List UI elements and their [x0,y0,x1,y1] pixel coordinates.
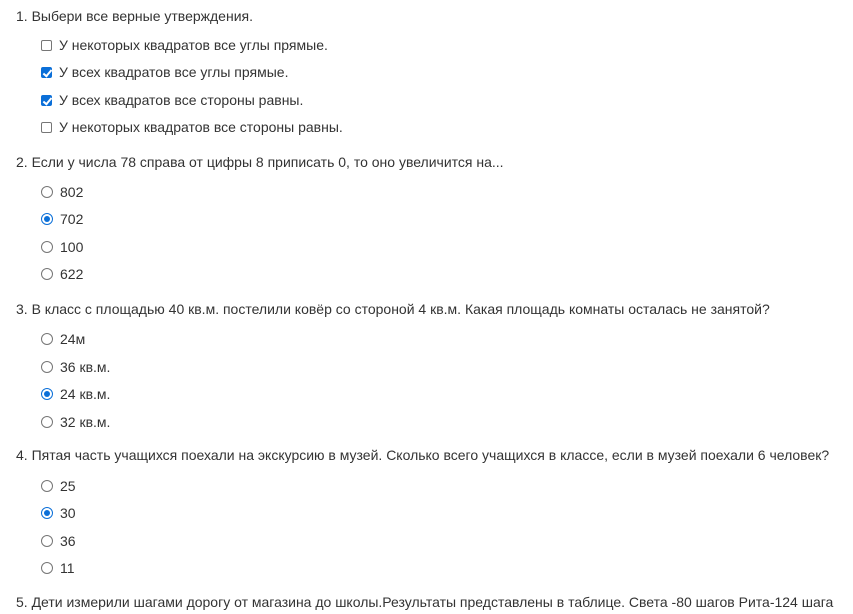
q3-option-1[interactable] [41,330,85,348]
q3-option-4[interactable] [41,413,110,431]
q4-option-2[interactable] [41,504,76,522]
question-text: 3. В класс с площадью 40 кв.м. постелили ковёр со стороной 4 кв.м. Какая площадь комнаты осталась не занятой? [16,301,770,317]
checkbox-checked[interactable] [41,67,52,78]
radio-button[interactable] [41,416,53,428]
option-label: У некоторых квадратов все углы прямые. [59,37,328,53]
q4-option-3[interactable] [41,532,76,550]
question-text: 5. Дети измерили шагами дорогу от магазина до школы.Результаты представлены в таблице. Света -80 шагов Рита-124 шага [16,594,834,610]
radio-button-selected[interactable] [41,507,53,519]
option-label: 702 [60,211,84,227]
option-label: 622 [60,266,84,282]
question-text: 4. Пятая часть учащихся поехали на экскурсию в музей. Сколько всего учащихся в классе, если в музей поехали 6 человек? [16,447,830,463]
option-label: 24 кв.м. [60,386,111,402]
q3-option-2[interactable] [41,358,110,376]
radio-button[interactable] [41,268,53,280]
q4-option-4[interactable] [41,559,75,577]
radio-button[interactable] [41,480,53,492]
option-label: 36 кв.м. [60,359,111,375]
option-label: У некоторых квадратов все стороны равны. [59,119,343,135]
option-label: 32 кв.м. [60,414,111,430]
radio-button[interactable] [41,535,53,547]
radio-button[interactable] [41,186,53,198]
radio-button[interactable] [41,241,53,253]
option-label: 11 [60,560,75,576]
q2-option-2[interactable] [41,210,83,228]
q1-option-4[interactable] [41,118,343,136]
radio-button-selected[interactable] [41,388,53,400]
radio-button-selected[interactable] [41,213,53,225]
option-label: 30 [60,505,76,521]
checkbox[interactable] [41,122,52,133]
option-label: У всех квадратов все углы прямые. [59,64,289,80]
option-label: У всех квадратов все стороны равны. [59,92,304,108]
option-label: 25 [60,478,76,494]
option-label: 36 [60,533,76,549]
q1-option-1[interactable] [41,36,328,54]
checkbox-checked[interactable] [41,95,52,106]
option-label: 100 [60,239,84,255]
radio-button[interactable] [41,562,53,574]
q2-option-4[interactable] [41,265,83,283]
q1-option-2[interactable] [41,63,288,81]
option-label: 24м [60,331,86,347]
q2-option-1[interactable] [41,183,83,201]
question-text: 1. Выбери все верные утверждения. [16,8,253,24]
radio-button[interactable] [41,361,53,373]
q1-option-3[interactable] [41,91,303,109]
checkbox[interactable] [41,40,52,51]
q3-option-3[interactable] [41,385,110,403]
q2-option-3[interactable] [41,238,83,256]
radio-button[interactable] [41,333,53,345]
option-label: 802 [60,184,84,200]
question-text: 2. Если у числа 78 справа от цифры 8 приписать 0, то оно увеличится на... [16,154,504,170]
q4-option-1[interactable] [41,477,76,495]
